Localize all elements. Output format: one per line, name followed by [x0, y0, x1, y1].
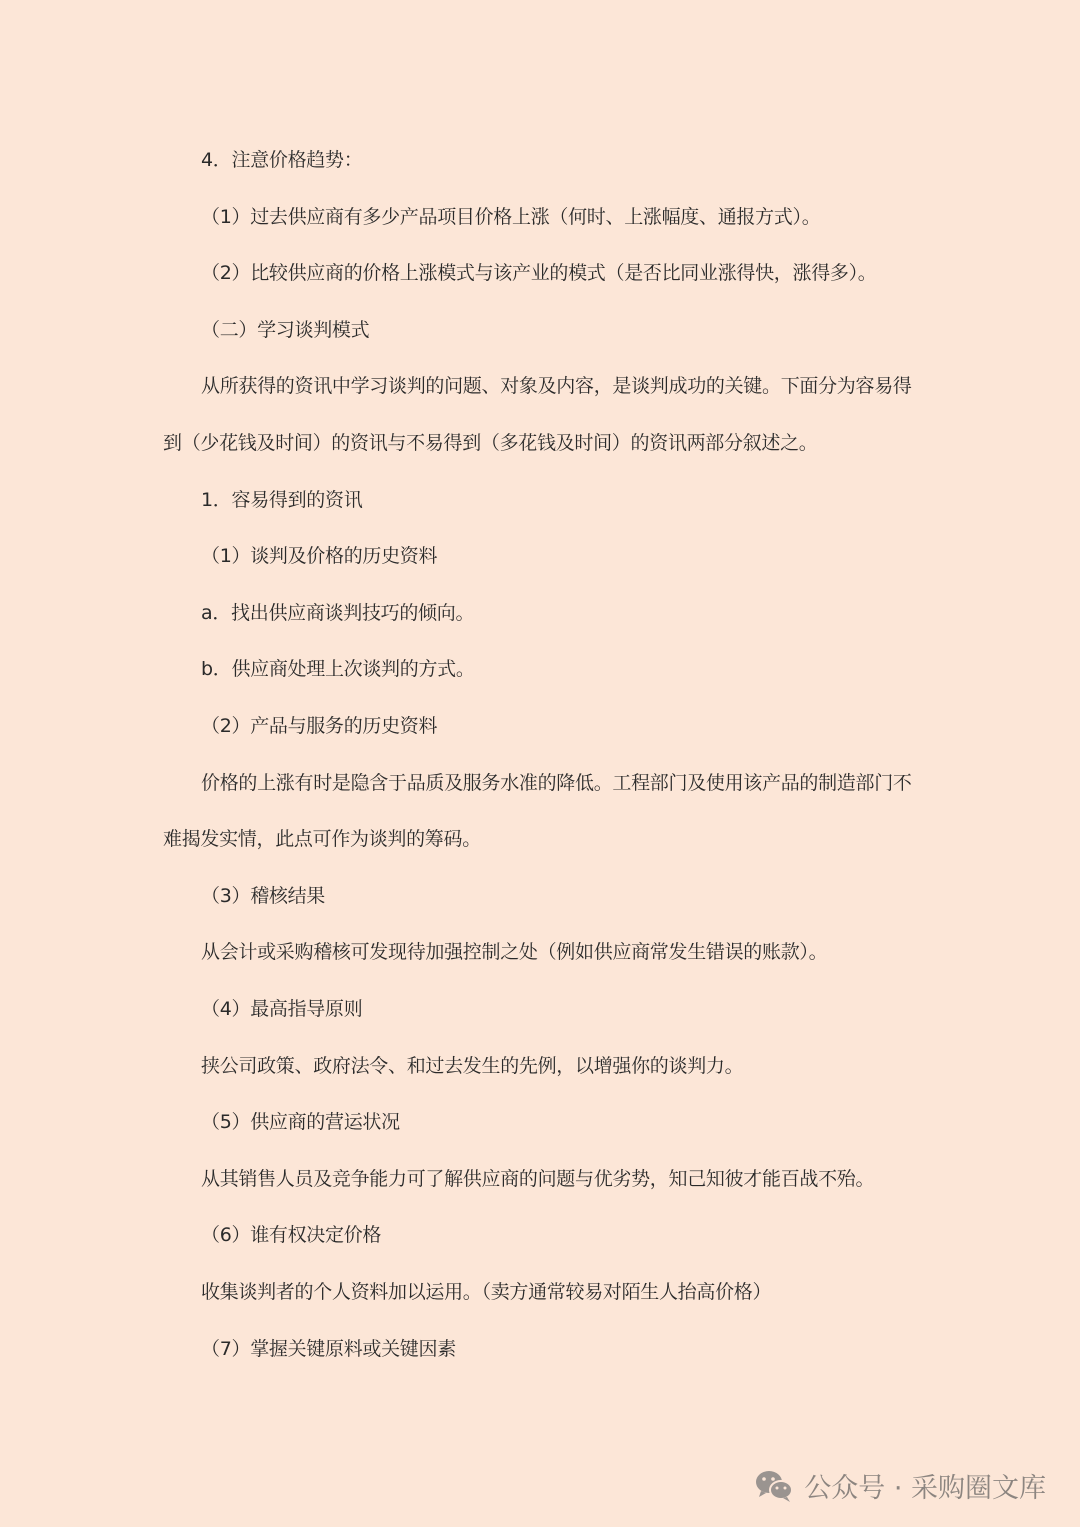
paragraph-line: 到（少花钱及时间）的资讯与不易得到（多花钱及时间）的资讯两部分叙述之。 — [163, 432, 818, 454]
paragraph-line: 从其销售人员及竞争能力可了解供应商的问题与优劣势，知己知彼才能百战不殆。 — [201, 1168, 875, 1190]
wechat-icon — [754, 1469, 794, 1503]
paragraph-line: 收集谈判者的个人资料加以运用。（卖方通常较易对陌生人抬高价格） — [201, 1281, 772, 1303]
paragraph-line: 难揭发实情，此点可作为谈判的筹码。 — [163, 828, 481, 850]
list-item: （3）稽核结果 — [201, 885, 325, 907]
list-item: （2）比较供应商的价格上涨模式与该产业的模式（是否比同业涨得快，涨得多）。 — [201, 262, 877, 284]
paragraph-line: 价格的上涨有时是隐含于品质及服务水准的降低。工程部门及使用该产品的制造部门不 — [201, 772, 912, 794]
watermark — [754, 1466, 1046, 1505]
section-heading-price-trend: 4．注意价格趋势： — [201, 149, 363, 171]
paragraph-line: 从所获得的资讯中学习谈判的问题、对象及内容，是谈判成功的关键。下面分为容易得 — [201, 375, 912, 397]
paragraph-line: 从会计或采购稽核可发现待加强控制之处（例如供应商常发生错误的账款）。 — [201, 941, 828, 963]
list-item: （5）供应商的营运状况 — [201, 1111, 400, 1133]
list-item: （4）最高指导原则 — [201, 998, 363, 1020]
list-item: （2）产品与服务的历史资料 — [201, 715, 438, 737]
section-heading-negotiation-mode: （二）学习谈判模式 — [201, 319, 370, 341]
watermark-text: 公众号 · 采购圈文库 — [804, 1473, 1046, 1504]
list-item: （1）谈判及价格的历史资料 — [201, 545, 438, 567]
list-item: a．找出供应商谈判技巧的倾向。 — [201, 602, 475, 624]
list-item: b．供应商处理上次谈判的方式。 — [201, 658, 475, 680]
paragraph-line: 挟公司政策、政府法令、和过去发生的先例，以增强你的谈判力。 — [201, 1055, 744, 1077]
list-item: （6）谁有权决定价格 — [201, 1224, 382, 1246]
section-heading-easy-info: 1．容易得到的资讯 — [201, 489, 363, 511]
list-item: （7）掌握关键原料或关键因素 — [201, 1338, 456, 1360]
list-item: （1）过去供应商有多少产品项目价格上涨（何时、上涨幅度、通报方式）。 — [201, 206, 821, 228]
